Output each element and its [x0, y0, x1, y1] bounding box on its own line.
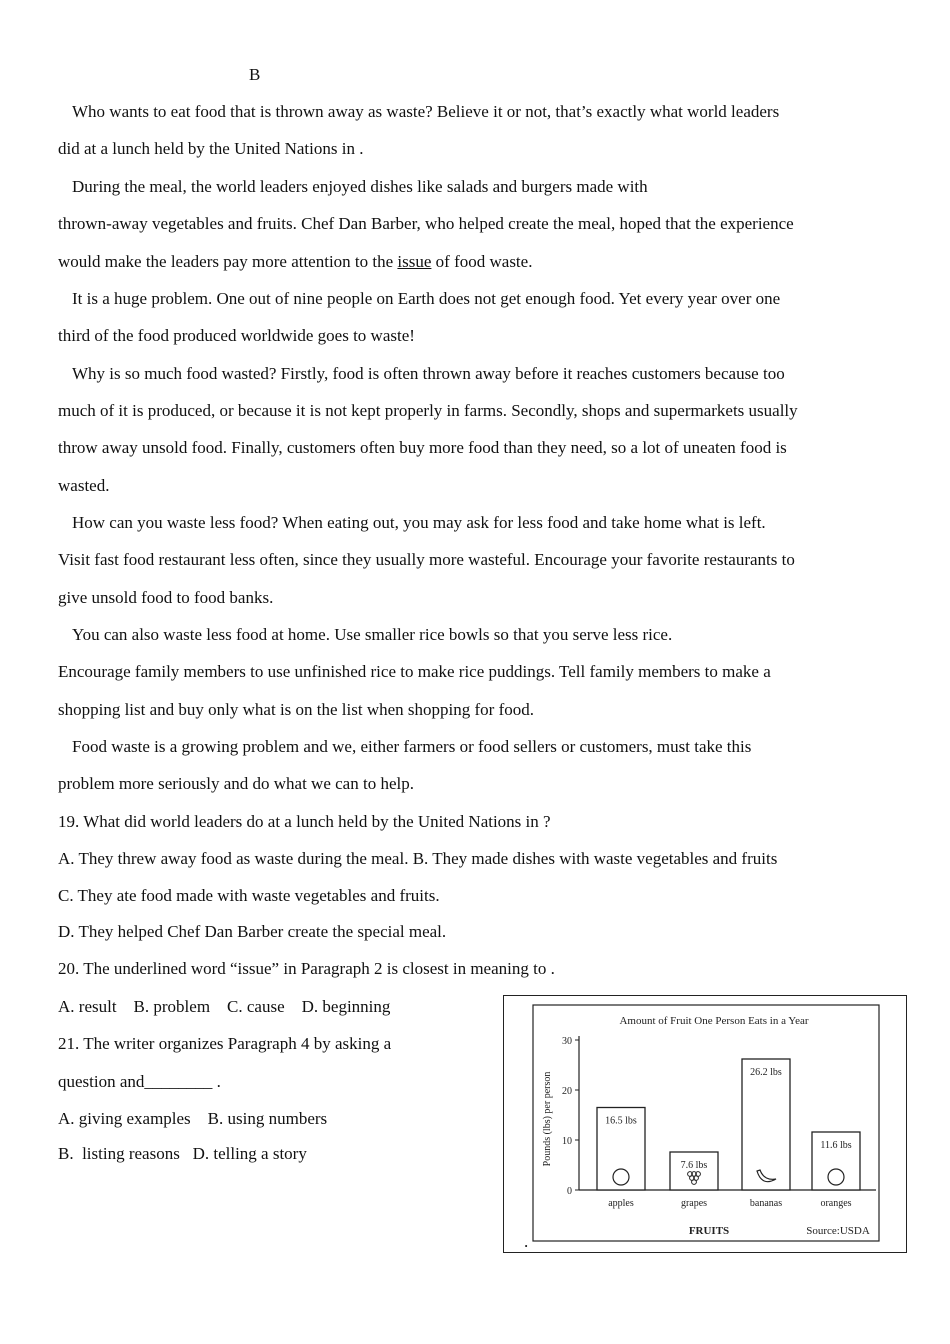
paragraph-7-line-1: Food waste is a growing problem and we, either farmers or food sellers or customers, must take this: [72, 737, 752, 756]
footnote-mark: .: [524, 1232, 529, 1251]
paragraph-4-line-2: much of it is produced, or because it is not kept properly in farms. Secondly, shops and supermarkets usually: [58, 401, 798, 420]
chart-bar-bananas: [742, 1059, 790, 1190]
question-21-options-cd: B. listing reasons D. telling a story: [58, 1144, 307, 1163]
paragraph-1-line-1: Who wants to eat food that is thrown away as waste? Believe it or not, that’s exactly what world leaders: [72, 102, 780, 121]
paragraph-2-line-3: [58, 252, 532, 272]
question-19-option-d: D. They helped Chef Dan Barber create the special meal.: [58, 922, 447, 941]
paragraph-2-text-before: would make the leaders pay more attention to the: [58, 252, 398, 271]
chart-y-tick-label: 30: [562, 1036, 572, 1047]
question-19-stem: 19. What did world leaders do at a lunch held by the United Nations in ?: [58, 812, 551, 831]
question-19-options-ab: A. They threw away food as waste during the meal. B. They made dishes with waste vegetables and fruits: [58, 849, 778, 868]
chart-y-tick-label: 10: [562, 1136, 572, 1147]
paragraph-3-line-1: It is a huge problem. One out of nine people on Earth does not get enough food. Yet every year over one: [72, 289, 781, 308]
paragraph-2-line-1: During the meal, the world leaders enjoyed dishes like salads and burgers made with: [72, 177, 648, 196]
chart-data-label: 7.6 lbs: [680, 1160, 708, 1171]
underlined-word-issue: issue: [397, 252, 432, 271]
question-21-options-ab: A. giving examples B. using numbers: [58, 1109, 328, 1128]
fruit-chart-frame: [503, 995, 907, 1253]
chart-y-axis-label: Pounds (lbs) per person: [542, 1071, 553, 1167]
chart-title: Amount of Fruit One Person Eats in a Year: [619, 1015, 809, 1027]
paragraph-4-line-1: Why is so much food wasted? Firstly, food is often thrown away before it reaches customers because too: [72, 364, 785, 383]
chart-x-axis-label: FRUITS: [688, 1225, 730, 1237]
chart-category-label: bananas: [749, 1198, 783, 1209]
paragraph-6-line-2: Encourage family members to use unfinished rice to make rice puddings. Tell family members to make a: [58, 662, 771, 681]
paragraph-5-line-3: give unsold food to food banks.: [58, 588, 274, 607]
question-21-stem-line-2: question and________ .: [58, 1072, 221, 1091]
paragraph-3-line-2: third of the food produced worldwide goes to waste!: [58, 326, 415, 345]
chart-y-tick-label: 0: [567, 1186, 572, 1197]
chart-data-label: 11.6 lbs: [820, 1140, 852, 1151]
paragraph-4-line-3: throw away unsold food. Finally, customers often buy more food than they need, so a lot of uneaten food is: [58, 438, 787, 457]
paragraph-2-line-2: thrown-away vegetables and fruits. Chef Dan Barber, who helped create the meal, hoped that the experience: [58, 214, 794, 233]
question-20-options: A. result B. problem C. cause D. beginning: [58, 997, 391, 1016]
paragraph-4-line-4: wasted.: [58, 476, 110, 495]
paragraph-6-line-1: You can also waste less food at home. Use smaller rice bowls so that you serve less rice.: [72, 625, 673, 644]
chart-category-label: grapes: [680, 1198, 708, 1209]
paragraph-6-line-3: shopping list and buy only what is on the list when shopping for food.: [58, 700, 534, 719]
fruit-bar-chart: [504, 996, 906, 1252]
paragraph-5-line-2: Visit fast food restaurant less often, since they usually more wasteful. Encourage your favorite restaurants to: [58, 550, 795, 569]
question-19-option-c: C. They ate food made with waste vegetables and fruits.: [58, 886, 440, 905]
chart-source: Source:USDA: [806, 1225, 870, 1237]
paragraph-5-line-1: How can you waste less food? When eating out, you may ask for less food and take home what is left.: [72, 513, 766, 532]
question-21-stem-line-1: 21. The writer organizes Paragraph 4 by asking a: [58, 1034, 392, 1053]
section-letter: B: [249, 65, 261, 84]
chart-data-label: 26.2 lbs: [750, 1067, 782, 1078]
chart-category-label: oranges: [820, 1198, 852, 1209]
paragraph-7-line-2: problem more seriously and do what we can to help.: [58, 774, 414, 793]
chart-data-label: 16.5 lbs: [605, 1115, 637, 1127]
paragraph-2-text-after: of food waste.: [431, 252, 533, 271]
paragraph-1-line-2: did at a lunch held by the United Nations in .: [58, 139, 364, 158]
question-20-stem: 20. The underlined word “issue” in Paragraph 2 is closest in meaning to .: [58, 959, 555, 978]
chart-y-tick-label: 20: [562, 1086, 572, 1097]
chart-category-label: apples: [608, 1198, 634, 1209]
